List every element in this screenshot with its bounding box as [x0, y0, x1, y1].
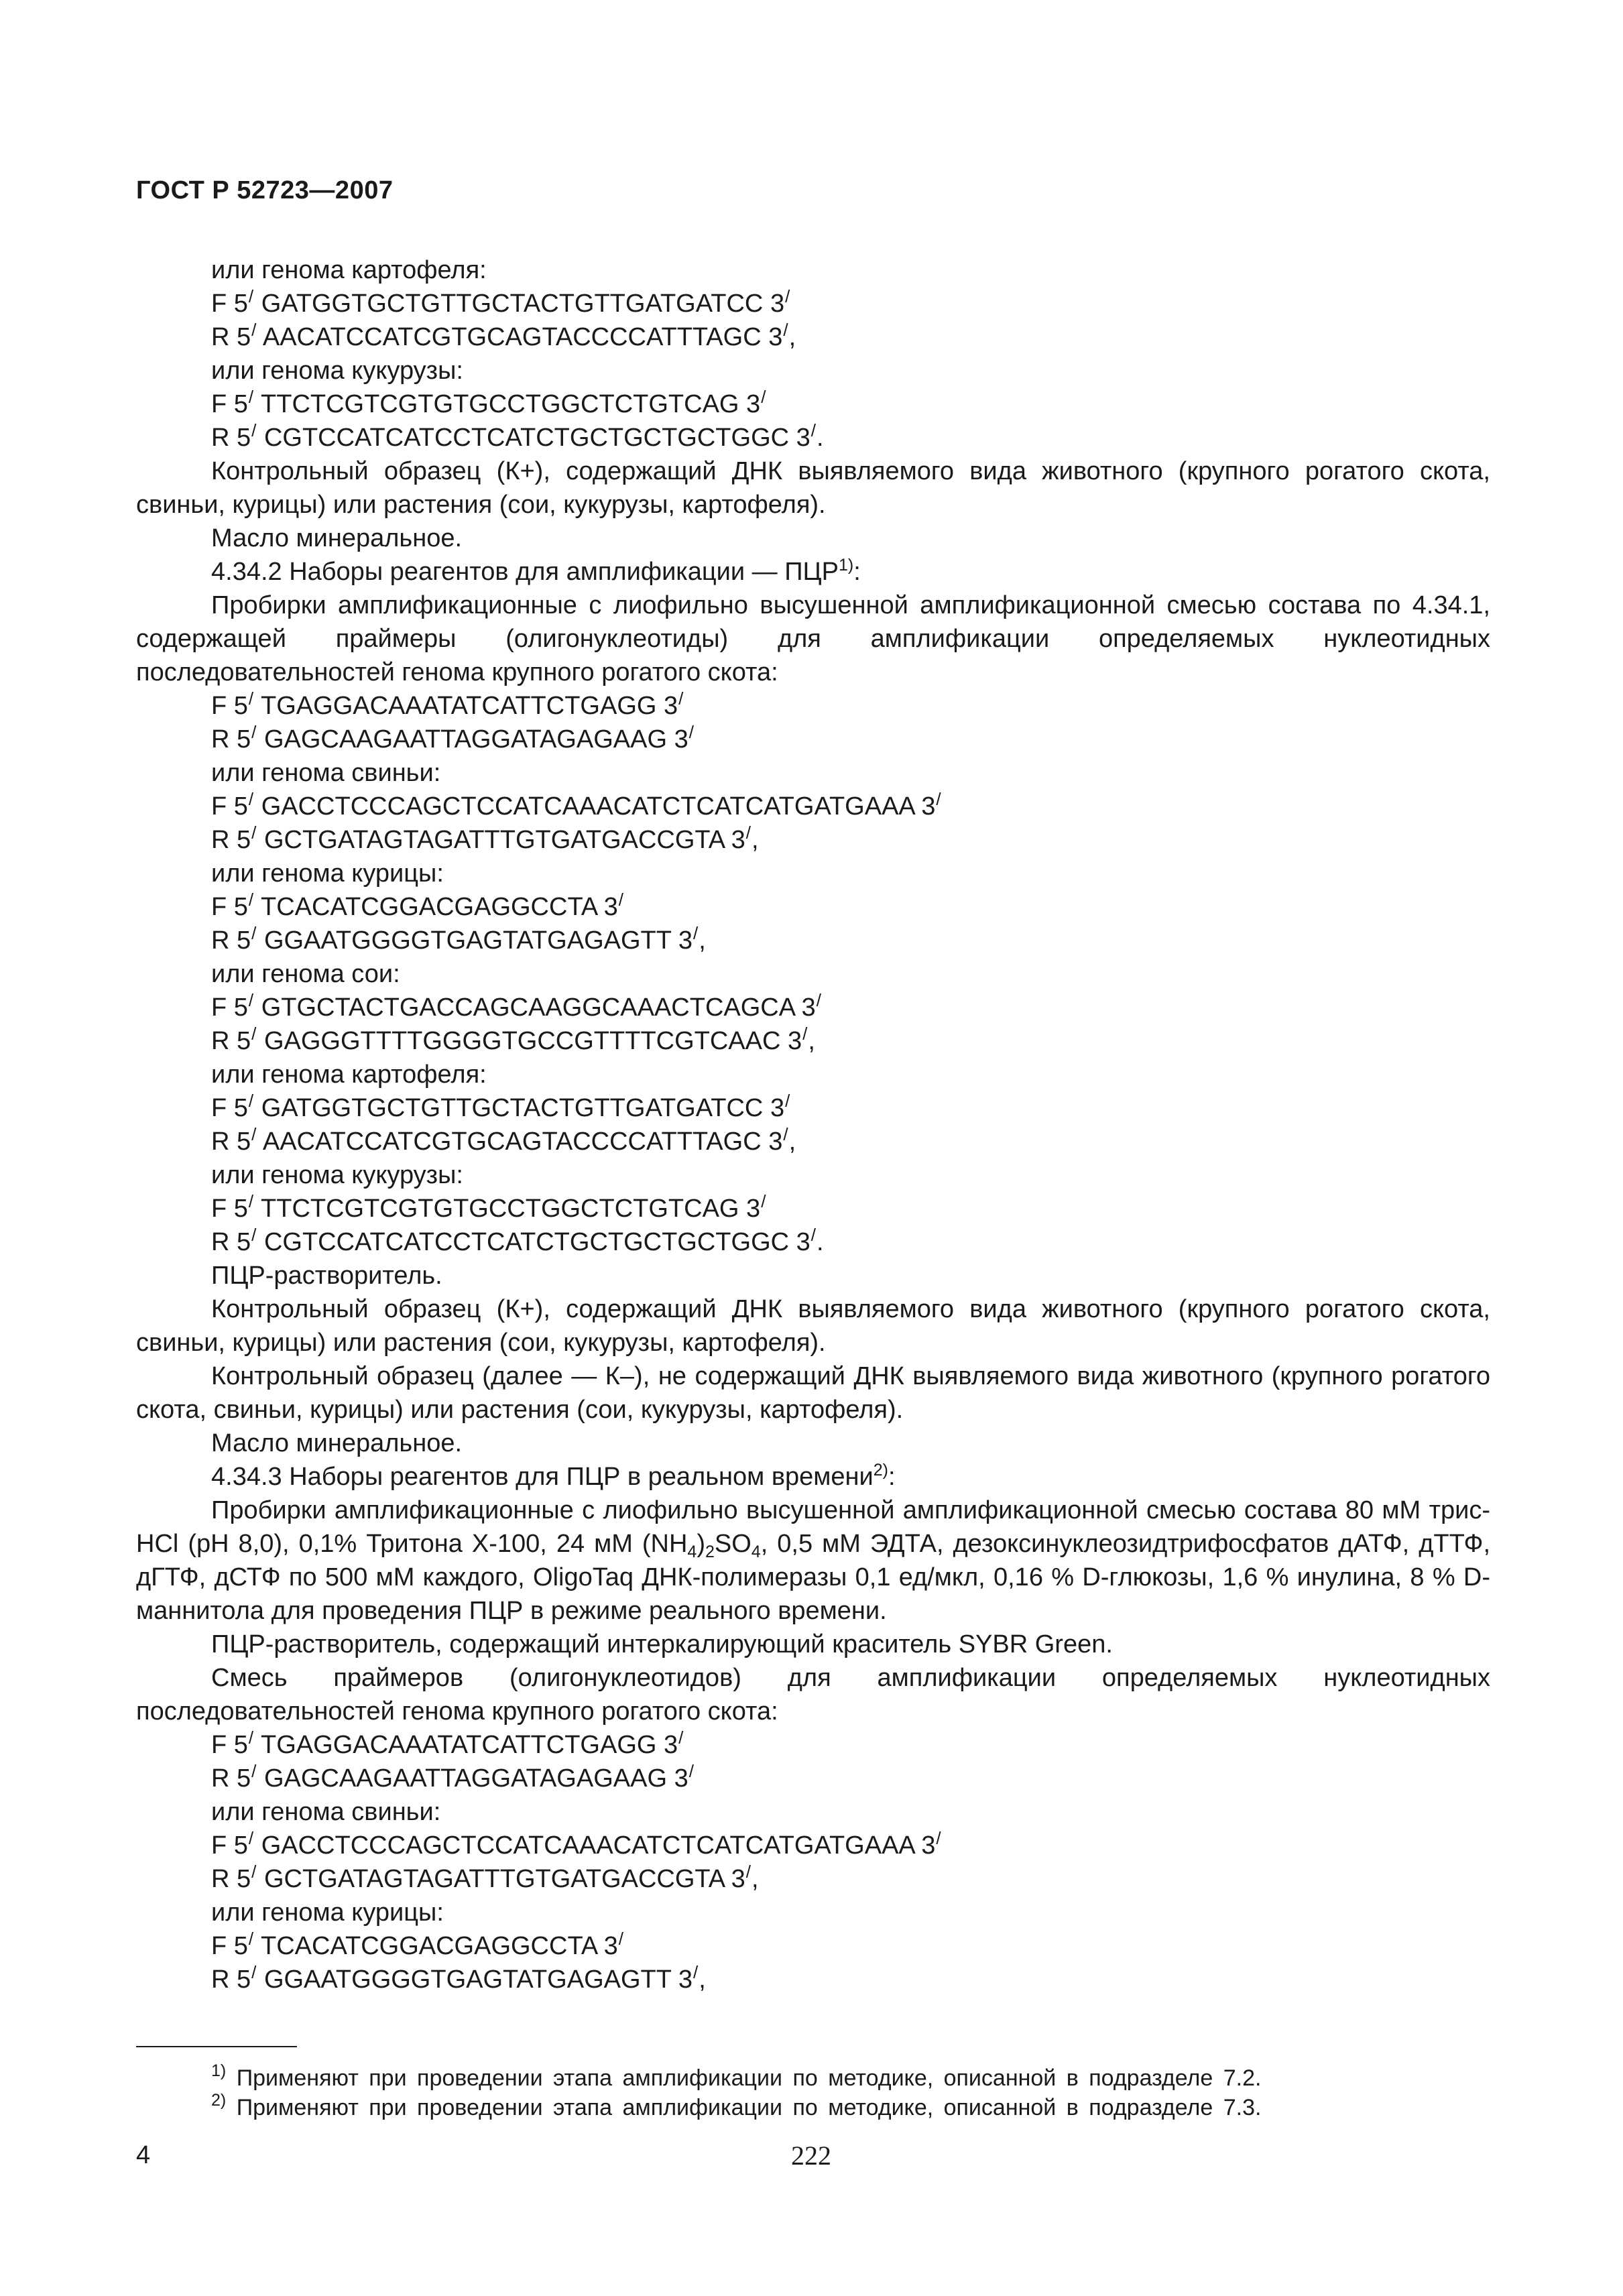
footnote-item: $^{2)}$ Применяют при проведении этапа амплификации по методике, описанной в подразделе 7.3.	[211, 2091, 1262, 2120]
primer-line-chicken-r-2: R 5/ GGAATGGGGTGAGTATGAGAGTT 3/,	[211, 1962, 706, 1994]
primer-line-potato-f-2: F 5/ GATGGTGCTGTTGCTACTGTTGATGATCC 3/	[211, 1091, 790, 1122]
primer-line-pig-r-2: R 5/ GCTGATAGTAGATTTGTGATGACCGTA 3/,	[211, 1862, 759, 1893]
tubes-paragraph-2: Пробирки амплификационные с лиофильно высушенной амплификационной смесью состава 80 мМ трис-HCl (pH 8,0), 0,1% Тритона Х-100, 24 мМ $(NH_4)_2SO_4$, 0,5 мМ ЭДТА, дезоксинуклеозидтрифосфатов дАТФ, дТТФ, дГТФ, дСТФ по 500 мМ каждого, OligoTaq ДНК-полимеразы 0,1 ед/мкл, 0,16 % D-глюкозы, 1,6 % инулина, 8 % D-маннитола для проведения ПЦР в режиме реального времени.	[136, 1496, 1491, 1625]
mineral-oil-line: Масло минеральное.	[211, 524, 463, 552]
primer-line-soy-f: F 5/ GTGCTACTGACCAGCAAGGCAAACTCAGCA 3/	[211, 990, 821, 1022]
primer-line-chicken-f-2: F 5/ TCACATCGGACGAGGCCTA 3/	[211, 1929, 624, 1960]
footnote-item: $^{1)}$ Применяют при проведении этапа амплификации по методике, описанной в подразделе 7.2.	[211, 2061, 1262, 2091]
genome-label-corn: или генома кукурузы:	[211, 357, 463, 385]
primer-line-pig-f-2: F 5/ GACCTCCCAGCTCCATCAAACATCTCATCATGATGAAA 3/	[211, 1828, 941, 1860]
page-number: 4	[136, 2141, 151, 2169]
genome-label-pig: или генома свиньи:	[211, 759, 441, 787]
footnote-separator	[136, 2046, 297, 2047]
genome-label-chicken: или генома курицы:	[211, 859, 444, 888]
document-body	[136, 253, 1490, 1996]
genome-label-corn-2: или генома кукурузы:	[211, 1161, 463, 1189]
primer-line-corn-r: R 5/ CGTCCATCATCCTCATCTGCTGCTGCTGGC 3/.	[211, 420, 824, 452]
genome-label-potato: или генома картофеля:	[211, 256, 487, 284]
genome-label-potato-2: или генома картофеля:	[211, 1061, 487, 1089]
primer-line-potato-f: F 5/ GATGGTGCTGTTGCTACTGTTGATGATCC 3/	[211, 286, 790, 318]
primer-line-corn-f: F 5/ TTCTCGTCGTGTGCCTGGCTCTGTCAG 3/	[211, 387, 766, 418]
primer-line-cattle-r-2: R 5/ GAGCAAGAATTAGGATAGAGAAG 3/	[211, 1761, 694, 1793]
primer-line-soy-r: R 5/ GAGGGTTTTGGGGTGCCGTTTTCGTCAAC 3/,	[211, 1024, 815, 1055]
primer-mix-paragraph: Смесь праймеров (олигонуклеотидов) для амплификации определяемых нуклеотидных последовательностей генома крупного рогатого скота:	[136, 1664, 1490, 1726]
mineral-oil-line-2: Масло минеральное.	[211, 1429, 463, 1457]
primer-line-chicken-r: R 5/ GGAATGGGGTGAGTATGAGAGTT 3/,	[211, 923, 706, 955]
section-4-34-3-heading: 4.34.3 Наборы реагентов для ПЦР в реальном времени$^{2)}$:	[211, 1461, 896, 1491]
pcr-solvent-line: ПЦР-растворитель.	[211, 1262, 442, 1290]
primer-line-potato-r: R 5/ AACATCCATCGTGCAGTACCCCATTTAGC 3/,	[211, 320, 796, 351]
control-positive-paragraph: Контрольный образец (К+), содержащий ДНК выявляемого вида животного (крупного рогатого скота, свиньи, курицы) или растения (сои, кукурузы, картофеля).	[136, 457, 1490, 519]
section-4-34-2-heading: 4.34.2 Наборы реагентов для амплификации — ПЦР$^{1)}$:	[211, 556, 861, 586]
primer-line-cattle-f: F 5/ TGAGGACAAATATCATTCTGAGG 3/	[211, 688, 684, 720]
primer-line-cattle-f-2: F 5/ TGAGGACAAATATCATTCTGAGG 3/	[211, 1728, 684, 1759]
tubes-paragraph-1: Пробирки амплификационные с лиофильно высушенной амплификационной смесью состава по 4.34.1, содержащей праймеры (олигонуклеотиды) для амплификации определяемых нуклеотидных последовательностей генома крупного рогатого скота:	[136, 591, 1490, 686]
primer-line-corn-f-2: F 5/ TTCTCGTCGTGTGCCTGGCTCTGTCAG 3/	[211, 1191, 766, 1223]
primer-line-corn-r-2: R 5/ CGTCCATCATCCTCATCTGCTGCTGCTGGC 3/.	[211, 1225, 824, 1256]
document-header: ГОСТ Р 52723—2007	[136, 176, 394, 204]
control-positive-paragraph-2: Контрольный образец (К+), содержащий ДНК выявляемого вида животного (крупного рогатого скота, свиньи, курицы) или растения (сои, кукурузы, картофеля).	[136, 1295, 1490, 1357]
footnotes	[136, 2063, 1356, 2122]
page-stamp-number: 222	[791, 2140, 831, 2171]
pcr-solvent-sybr-line: ПЦР-растворитель, содержащий интеркалирующий краситель SYBR Green.	[211, 1630, 1113, 1658]
genome-label-pig-2: или генома свиньи:	[211, 1798, 441, 1826]
control-negative-paragraph: Контрольный образец (далее — К–), не содержащий ДНК выявляемого вида животного (крупного рогатого скота, свиньи, курицы) или растения (сои, кукурузы, картофеля).	[136, 1362, 1490, 1424]
primer-line-potato-r-2: R 5/ AACATCCATCGTGCAGTACCCCATTTAGC 3/,	[211, 1124, 796, 1156]
primer-line-chicken-f: F 5/ TCACATCGGACGAGGCCTA 3/	[211, 890, 624, 921]
genome-label-soy: или генома сои:	[211, 960, 400, 988]
primer-line-cattle-r: R 5/ GAGCAAGAATTAGGATAGAGAAG 3/	[211, 722, 694, 753]
primer-line-pig-r: R 5/ GCTGATAGTAGATTTGTGATGACCGTA 3/,	[211, 823, 759, 854]
primer-line-pig-f: F 5/ GACCTCCCAGCTCCATCAAACATCTCATCATGATGAAA 3/	[211, 789, 941, 821]
genome-label-chicken-2: или генома курицы:	[211, 1898, 444, 1927]
